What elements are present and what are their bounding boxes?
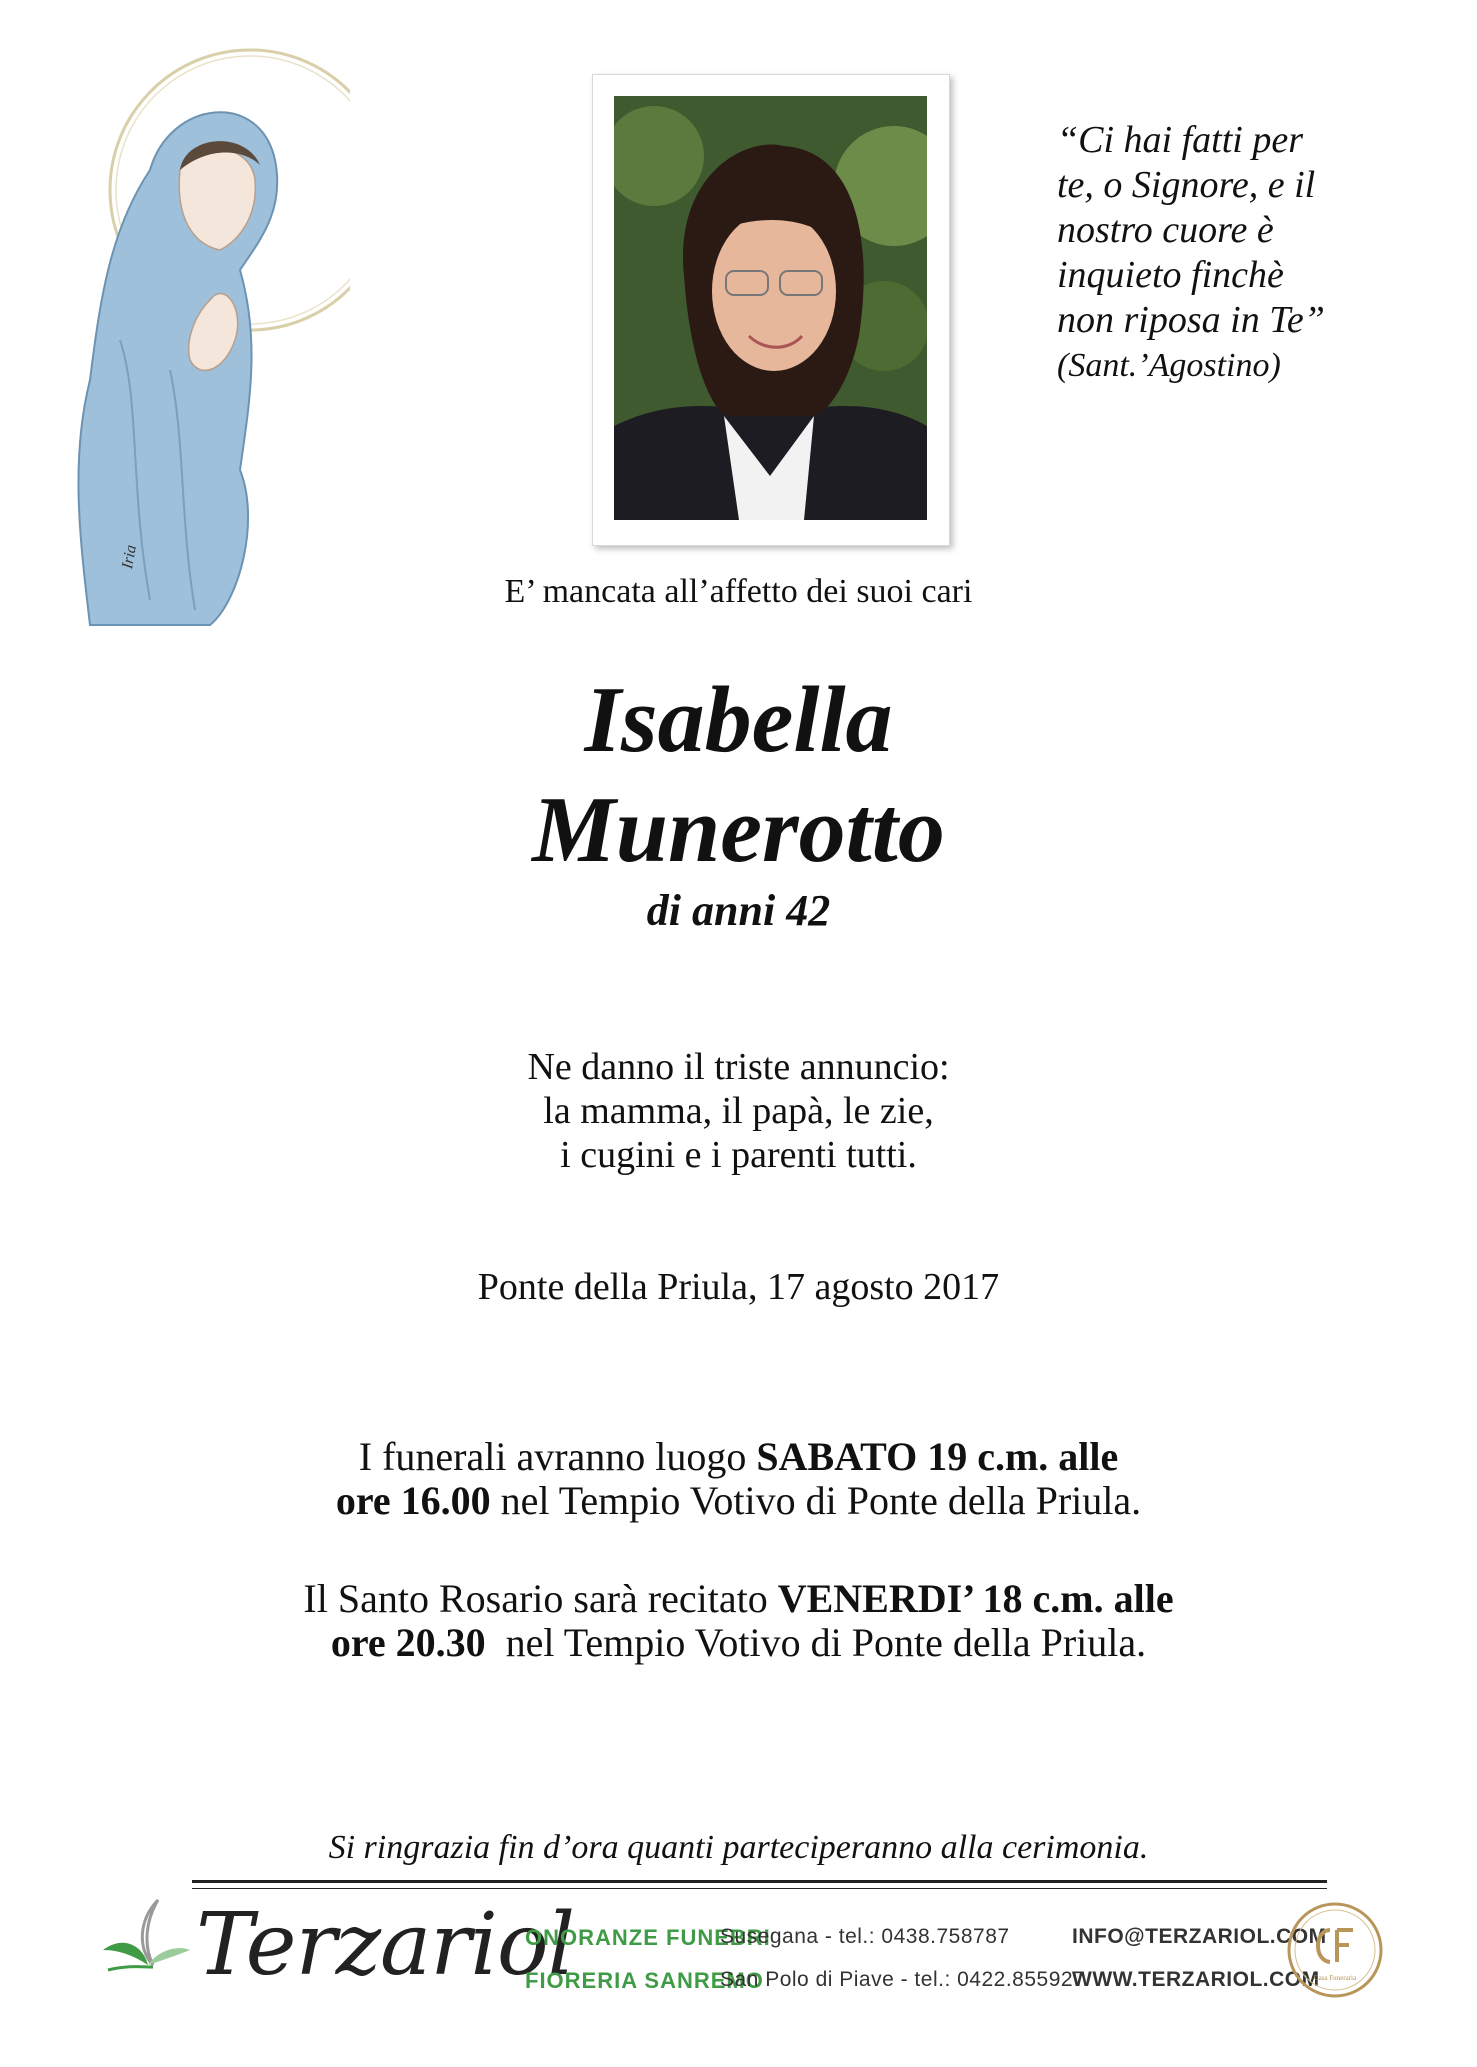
funeral-time: ore 16.00 bbox=[335, 1478, 491, 1523]
portrait-photo bbox=[614, 96, 927, 520]
deceased-first-name: Isabella bbox=[584, 668, 893, 772]
rosary-day: VENERDI’ 18 c.m. alle bbox=[777, 1576, 1174, 1621]
place-date: Ponte della Priula, 17 agosto 2017 bbox=[477, 1266, 1000, 1308]
quote-line: “Ci hai fatti per bbox=[1057, 119, 1303, 161]
rosary-info bbox=[0, 1577, 1477, 1665]
rosary-location: nel Tempio Votivo di Ponte della Priula. bbox=[485, 1620, 1147, 1665]
funeral-info bbox=[0, 1435, 1477, 1523]
website-link[interactable]: WWW.TERZARIOL.COM bbox=[1072, 1968, 1320, 1991]
email-link[interactable]: INFO@TERZARIOL.COM bbox=[1072, 1925, 1327, 1948]
service-funeral: ONORANZE FUNEBRI bbox=[525, 1925, 771, 1950]
announcement-line: la mamma, il papà, le zie, bbox=[543, 1090, 934, 1132]
leaf-logo-icon bbox=[98, 1895, 193, 1995]
quote-block bbox=[1057, 118, 1387, 388]
deceased-age: di anni 42 bbox=[646, 886, 831, 935]
illustration-signature: Iria bbox=[119, 543, 140, 571]
announcement-line: i cugini e i parenti tutti. bbox=[560, 1134, 917, 1176]
thanks-text: Si ringrazia fin d’ora quanti parteciperanno alla cerimonia. bbox=[328, 1829, 1149, 1866]
announcement-line: Ne danno il triste annuncio: bbox=[527, 1046, 950, 1088]
quote-line: nostro cuore è bbox=[1057, 209, 1274, 251]
footer-divider bbox=[192, 1888, 1327, 1889]
rosary-time: ore 20.30 bbox=[330, 1620, 486, 1665]
funeral-text: I funerali avranno luogo bbox=[358, 1434, 757, 1479]
address-susegana: Susegana - tel.: 0438.758787 bbox=[720, 1925, 1010, 1948]
quote-line: non riposa in Te” bbox=[1057, 299, 1325, 341]
brand-logo-text: Terzariol bbox=[196, 1895, 575, 1995]
address-san-polo: San Polo di Piave - tel.: 0422.855927 bbox=[720, 1968, 1086, 1991]
footer-divider bbox=[192, 1880, 1327, 1883]
photo-frame bbox=[592, 74, 950, 546]
funeral-day: SABATO 19 c.m. alle bbox=[756, 1434, 1119, 1479]
service-flowers: FIORERIA SANREMO bbox=[525, 1968, 764, 1993]
madonna-illustration bbox=[60, 40, 350, 630]
announcement bbox=[0, 1045, 1477, 1177]
intro-text: E’ mancata all’affetto dei suoi cari bbox=[504, 573, 973, 610]
casa-funeraria-seal-icon bbox=[1285, 1900, 1385, 2000]
funeral-location: nel Tempio Votivo di Ponte della Priula. bbox=[490, 1478, 1142, 1523]
quote-source: (Sant.’Agostino) bbox=[1057, 347, 1281, 384]
quote-line: te, o Signore, e il bbox=[1057, 164, 1316, 206]
seal-text: Casa Funeraria bbox=[1313, 1974, 1357, 1982]
deceased-last-name: Munerotto bbox=[532, 778, 945, 882]
quote-line: inquieto finchè bbox=[1057, 254, 1284, 296]
rosary-text: Il Santo Rosario sarà recitato bbox=[303, 1576, 778, 1621]
